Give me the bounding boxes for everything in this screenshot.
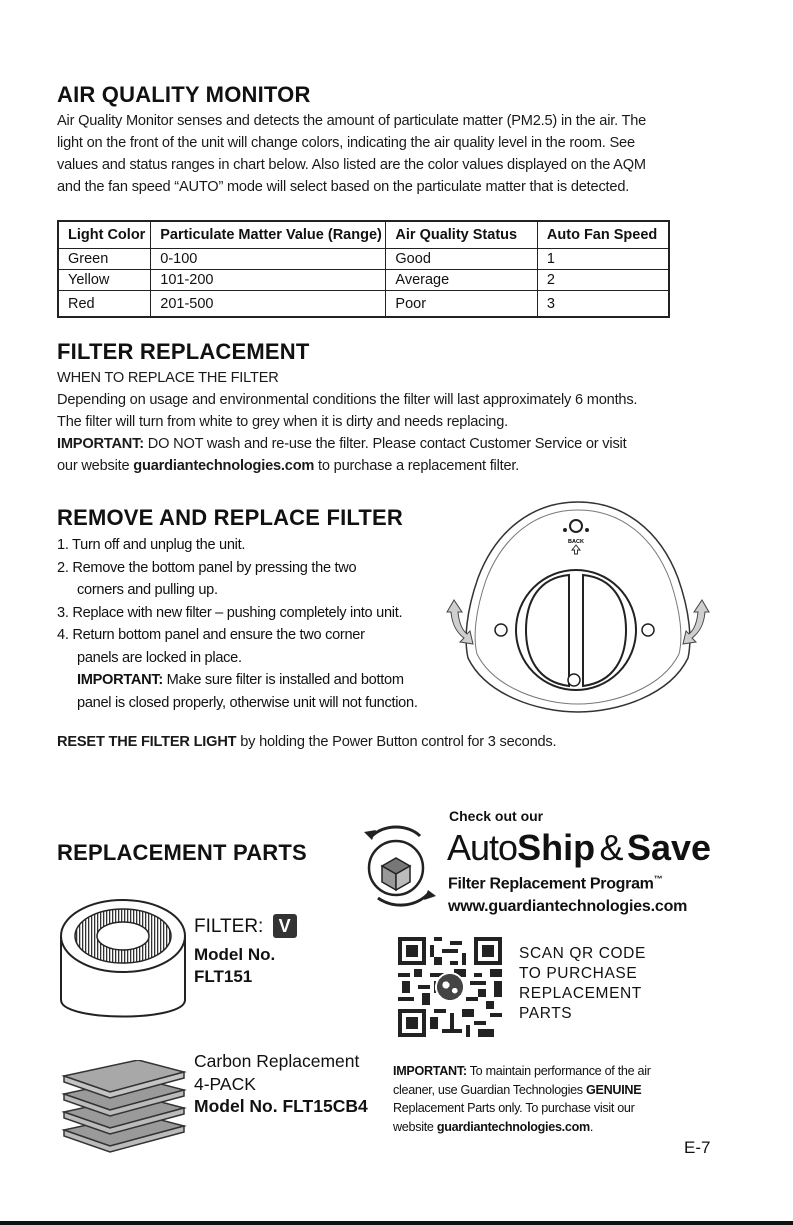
- important-label: IMPORTANT:: [57, 436, 144, 452]
- page-bottom-border: [0, 1221, 793, 1225]
- qr-instructions: [519, 944, 646, 1024]
- remove-steps: [57, 534, 437, 714]
- notice-line: [393, 1062, 713, 1081]
- autoship-check: Check out our: [449, 808, 544, 824]
- step: 3. Replace with new filter – pushing completely into unit.: [57, 604, 403, 621]
- remove-heading: REMOVE AND REPLACE FILTER: [57, 505, 404, 530]
- table-header-row: [58, 221, 669, 249]
- step: 4. Return bottom panel and ensure the two corner: [57, 627, 365, 643]
- important-text: Make sure filter is installed and bottom: [162, 672, 404, 688]
- genuine-parts-notice: [393, 1062, 713, 1136]
- filter-line: [57, 433, 777, 455]
- program-name: Filter Replacement Program: [448, 875, 654, 893]
- website-link[interactable]: guardiantechnologies.com: [133, 458, 315, 474]
- qr-code-icon[interactable]: [398, 937, 502, 1037]
- table-cell: Average: [386, 270, 538, 291]
- filter-image-icon: [55, 892, 191, 1040]
- filter-type: [194, 914, 297, 938]
- carbon-pack-icon: [58, 1060, 190, 1156]
- qr-line: REPLACEMENT: [519, 985, 642, 1002]
- notice-text: website: [393, 1119, 437, 1134]
- brand-ship: Ship: [517, 827, 596, 868]
- aqm-line: and the fan speed “AUTO” mode will select based on the particulate matter that is detected.: [57, 179, 630, 195]
- reset-text: by holding the Power Button control for 3 seconds.: [236, 734, 557, 750]
- important-text: DO NOT wash and re-use the filter. Please contact Customer Service or visit: [143, 436, 627, 452]
- reset-line: [57, 731, 777, 753]
- carbon-title: Carbon Replacement: [194, 1051, 360, 1071]
- table-cell: 201-500: [151, 291, 386, 318]
- genuine-label: GENUINE: [586, 1082, 642, 1097]
- autoship-program: [448, 874, 662, 893]
- notice-text: To maintain performance of the air: [466, 1064, 651, 1078]
- filter-line: [57, 455, 777, 477]
- autoship-url[interactable]: www.guardiantechnologies.com: [448, 898, 688, 915]
- carbon-info: [194, 1050, 368, 1118]
- unit-bottom-diagram: [438, 490, 718, 722]
- table-cell: Yellow: [58, 270, 151, 291]
- important-label: IMPORTANT:: [77, 672, 163, 688]
- back-label: BACK: [568, 539, 584, 545]
- autoship-brand: [447, 826, 711, 878]
- filter-text: to purchase a replacement filter.: [314, 458, 520, 474]
- filter-description: [57, 367, 777, 477]
- aqm-line: light on the front of the unit will change colors, indicating the air quality level in the room. See: [57, 135, 635, 151]
- table-cell: Poor: [386, 291, 538, 318]
- website-link[interactable]: guardiantechnologies.com: [436, 1119, 590, 1134]
- table-cell: Red: [58, 291, 151, 318]
- table-header: Particulate Matter Value (Range): [151, 221, 386, 249]
- step: 1. Turn off and unplug the unit.: [57, 537, 246, 553]
- reset-label: RESET THE FILTER LIGHT: [57, 734, 237, 750]
- table-cell: 2: [537, 270, 669, 291]
- table-cell: 0-100: [151, 249, 386, 270]
- table-row: [58, 270, 669, 291]
- table-cell: 101-200: [151, 270, 386, 291]
- table-row: [58, 291, 669, 318]
- notice-line: [393, 1081, 713, 1100]
- table-row: [58, 249, 669, 270]
- filter-text: our website: [57, 458, 134, 474]
- notice-line: [393, 1118, 713, 1137]
- filter-line: The filter will turn from white to grey when it is dirty and needs replacing.: [57, 414, 508, 430]
- autoship-icon: [350, 820, 450, 912]
- step: panels are locked in place.: [77, 649, 242, 666]
- brand-auto: Auto: [447, 827, 518, 868]
- carbon-pack: 4-PACK: [194, 1073, 256, 1094]
- carbon-model: Model No. FLT15CB4: [194, 1096, 368, 1116]
- table-cell: 1: [537, 249, 669, 270]
- notice-text: .: [589, 1119, 594, 1134]
- table-header: Auto Fan Speed: [537, 221, 669, 249]
- table-cell: 3: [537, 291, 669, 318]
- notice-text: cleaner, use Guardian Technologies: [393, 1082, 587, 1097]
- step: panel is closed properly, otherwise unit will not function.: [77, 694, 418, 711]
- model-label: Model No.: [194, 945, 276, 964]
- table-header: Air Quality Status: [386, 221, 538, 249]
- qr-line: TO PURCHASE: [519, 965, 638, 982]
- step: corners and pulling up.: [77, 582, 218, 598]
- model-number: FLT151: [194, 967, 253, 986]
- aqm-description: [57, 110, 757, 198]
- aqm-line: values and status ranges in chart below. Also listed are the color values displayed on the AQM: [57, 157, 646, 173]
- brand-amp: &: [599, 827, 623, 868]
- page-number: E-7: [684, 1138, 711, 1157]
- filter-badge: V: [273, 914, 297, 938]
- filter-label: FILTER:: [194, 916, 264, 937]
- table-cell: Good: [386, 249, 538, 270]
- step: 2. Remove the bottom panel by pressing the two: [57, 559, 357, 576]
- filter-model: [194, 944, 275, 988]
- trademark: ™: [653, 874, 663, 884]
- brand-save: Save: [626, 827, 712, 868]
- step: [57, 669, 437, 692]
- table-header: Light Color: [58, 221, 151, 249]
- important-label: IMPORTANT:: [393, 1064, 467, 1078]
- aqm-heading: AIR QUALITY MONITOR: [57, 82, 311, 107]
- notice-line: Replacement Parts only. To purchase visit our: [393, 1101, 635, 1115]
- filter-subheading: WHEN TO REPLACE THE FILTER: [57, 370, 279, 386]
- table-cell: Green: [58, 249, 151, 270]
- qr-line: PARTS: [519, 1005, 573, 1022]
- qr-line: SCAN QR CODE: [519, 945, 646, 962]
- parts-heading: REPLACEMENT PARTS: [57, 840, 307, 865]
- aqm-line: Air Quality Monitor senses and detects the amount of particulate matter (PM2.5) in the air. The: [57, 113, 647, 129]
- aqm-table: [57, 220, 670, 318]
- filter-heading: FILTER REPLACEMENT: [57, 339, 310, 364]
- filter-line: Depending on usage and environmental conditions the filter will last approximately 6 months.: [57, 392, 638, 408]
